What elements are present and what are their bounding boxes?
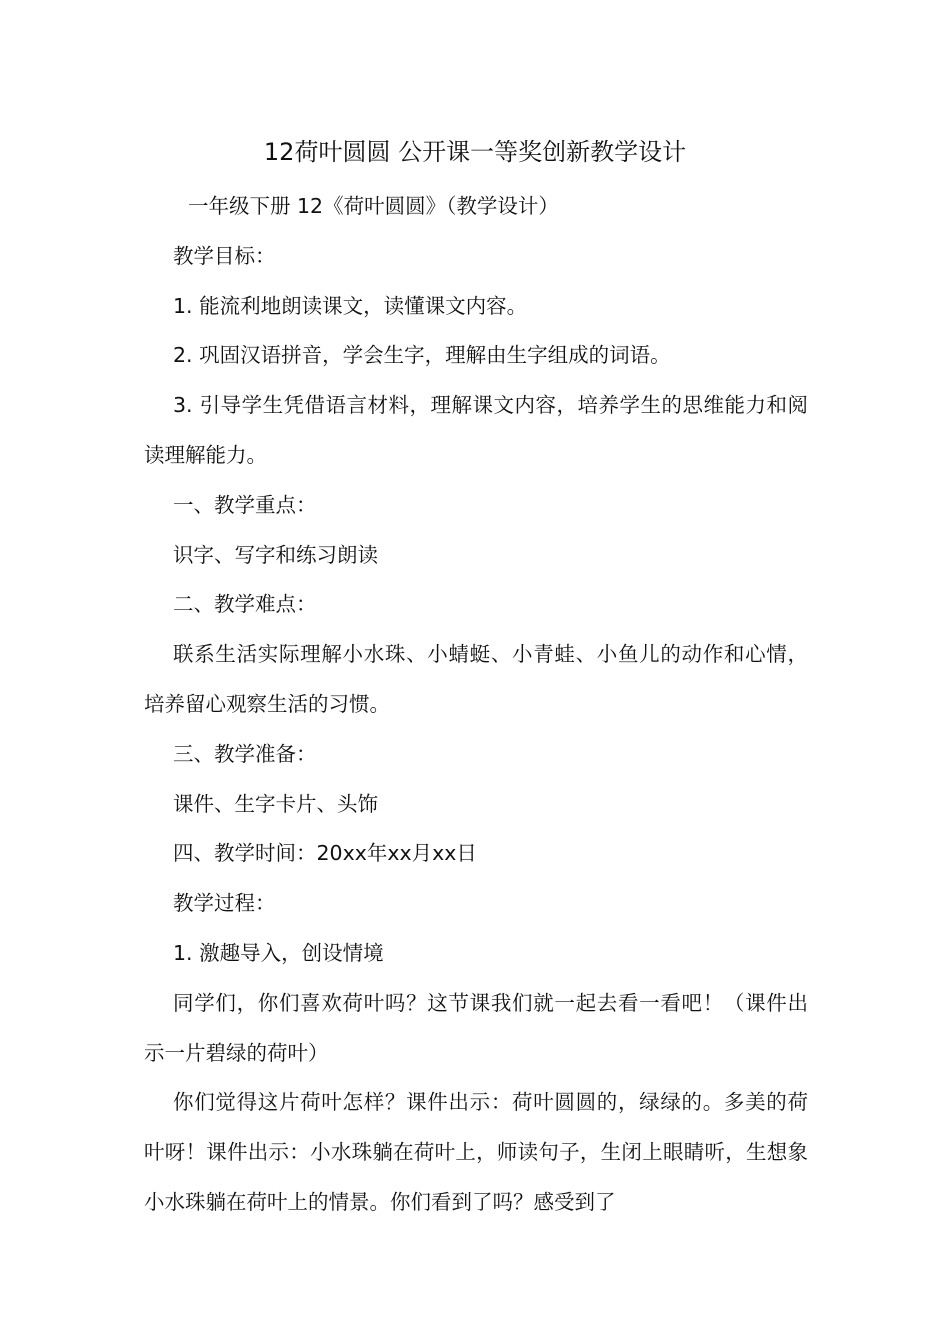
section-heading-objectives: 教学目标： [173,243,276,268]
process-paragraph: 同学们，你们喜欢荷叶吗？这节课我们就一起去看一看吧！（课件出示一片碧绿的荷叶） [144,990,808,1065]
document-title: 12荷叶圆圆 公开课一等奖创新教学设计 [263,138,687,166]
section-heading-time: 四、教学时间：20xx年xx月xx日 [173,841,477,866]
objective-item: 1. 能流利地朗读课文，读懂课文内容。 [173,293,528,318]
process-paragraph: 你们觉得这片荷叶怎样？课件出示：荷叶圆圆的，绿绿的。多美的荷叶呀！课件出示：小水珠躺在荷叶上，师读句子，生闭上眼睛听，生想象小水珠躺在荷叶上的情景。你们看到了吗？感受到了 [144,1090,808,1214]
section-heading-process: 教学过程： [173,891,276,916]
document-body [144,182,808,1228]
document-subtitle: 一年级下册 12《荷叶圆圆》（教学设计） [188,194,559,218]
objective-item: 2. 巩固汉语拼音，学会生字，理解由生字组成的词语。 [173,343,671,368]
preparation-text: 课件、生字卡片、头饰 [173,791,378,816]
section-heading-preparation: 三、教学准备： [173,741,317,766]
key-points-text: 识字、写字和练习朗读 [173,542,378,567]
objective-item: 3. 引导学生凭借语言材料，理解课文内容，培养学生的思维能力和阅读理解能力。 [144,393,808,467]
section-heading-key-points: 一、教学重点： [173,492,317,517]
process-step: 1. 激趣导入，创设情境 [173,940,384,965]
section-heading-difficulties: 二、教学难点： [173,592,317,617]
difficulties-text: 联系生活实际理解小水珠、小蜻蜓、小青蛙、小鱼儿的动作和心情，培养留心观察生活的习惯。 [144,642,808,716]
